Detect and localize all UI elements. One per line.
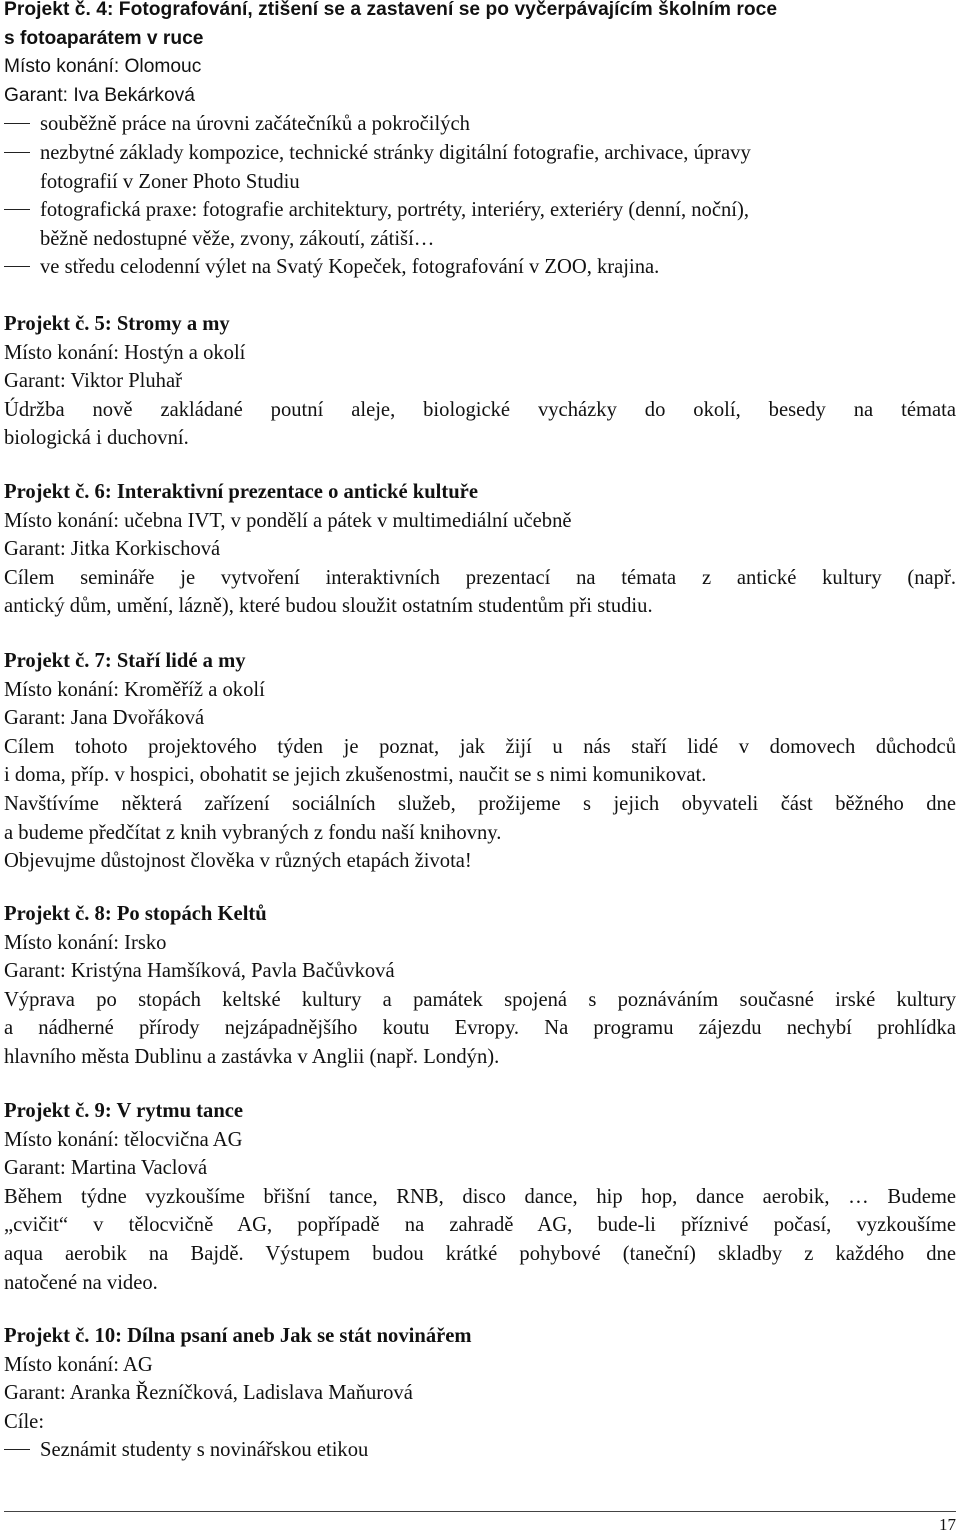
project-9-garant: Garant: Martina Vaclová <box>4 1157 208 1180</box>
project-5 <box>4 310 956 453</box>
project-10-place: Místo konání: AG <box>4 1353 153 1376</box>
project-10 <box>4 1322 956 1465</box>
project-8-place: Místo konání: Irsko <box>4 931 167 954</box>
project-5-text-cont: biologická i duchovní. <box>4 427 189 450</box>
list-item-text: souběžně práce na úrovni začátečníků a pokročilých <box>40 113 470 136</box>
project-6-place: Místo konání: učebna IVT, v pondělí a pátek v multimediální učebně <box>4 509 572 532</box>
project-7-text-2-cont: a budeme předčítat z knih vybraných z fondu naší knihovny. <box>4 821 502 844</box>
project-4-title-cont: s fotoaparátem v ruce <box>4 27 204 49</box>
dash-bullet <box>4 152 30 153</box>
project-9-place: Místo konání: tělocvična AG <box>4 1128 243 1151</box>
project-5-title: Projekt č. 5: Stromy a my <box>4 313 230 335</box>
project-6 <box>4 478 956 621</box>
project-9 <box>4 1097 956 1297</box>
project-7-text-cont: i doma, příp. v hospici, obohatit se jejich zkušenostmi, naučit se s nimi komunikovat. <box>4 764 707 787</box>
project-10-garant: Garant: Aranka Řezníčková, Ladislava Maňurová <box>4 1382 413 1405</box>
dash-bullet <box>4 266 30 267</box>
list-item <box>4 1436 956 1465</box>
project-7 <box>4 647 956 876</box>
project-6-garant: Garant: Jitka Korkischová <box>4 538 221 561</box>
list-item <box>4 196 956 253</box>
project-9-text-cont-3: natočené na video. <box>4 1271 158 1294</box>
page-number: 17 <box>939 1515 956 1534</box>
project-8-text: Výprava po stopách keltské kultury a památek spojená s poznáváním současné irské kultury <box>4 988 956 1011</box>
list-item <box>4 110 956 139</box>
project-4-garant: Garant: Iva Bekárková <box>4 84 195 106</box>
project-7-place: Místo konání: Kroměříž a okolí <box>4 678 265 701</box>
dash-bullet <box>4 123 30 124</box>
project-4 <box>4 0 956 282</box>
project-6-text: Cílem semináře je vytvoření interaktivních prezentací na témata z antické kultury (např. <box>4 566 956 589</box>
dash-bullet <box>4 209 30 210</box>
list-item-text-cont: fotografií v Zoner Photo Studiu <box>40 170 300 193</box>
project-7-title: Projekt č. 7: Staří lidé a my <box>4 650 246 672</box>
project-8-title: Projekt č. 8: Po stopách Keltů <box>4 903 267 925</box>
list-item-text: fotografická praxe: fotografie architektury, portréty, interiéry, exteriéry (denní, noční), <box>40 199 750 222</box>
project-4-title: Projekt č. 4: Fotografování, ztišení se a zastavení se po vyčerpávajícím školním roce <box>4 0 778 20</box>
list-item <box>4 253 956 282</box>
project-5-garant: Garant: Viktor Pluhař <box>4 370 182 393</box>
project-10-goals-label: Cíle: <box>4 1410 45 1433</box>
project-9-text-cont: „cvičit“ v tělocvičně AG, popřípadě na zahradě AG, bude-li příznivé počasí, vyzkoušíme <box>4 1214 956 1237</box>
project-7-text-2: Navštívíme některá zařízení sociálních služeb, prožijeme s jejich obyvateli část běžného dne <box>4 792 956 815</box>
project-7-garant: Garant: Jana Dvořáková <box>4 707 205 730</box>
project-6-title: Projekt č. 6: Interaktivní prezentace o antické kultuře <box>4 481 478 503</box>
project-4-place: Místo konání: Olomouc <box>4 56 202 78</box>
dash-bullet <box>4 1449 30 1450</box>
project-5-place: Místo konání: Hostýn a okolí <box>4 341 246 364</box>
list-item-text: nezbytné základy kompozice, technické stránky digitální fotografie, archivace, úpravy <box>40 141 751 164</box>
project-5-text: Údržba nově zakládané poutní aleje, biologické vycházky do okolí, besedy na témata <box>4 398 956 421</box>
project-10-title: Projekt č. 10: Dílna psaní aneb Jak se stát novinářem <box>4 1325 472 1347</box>
list-item <box>4 139 956 196</box>
project-7-motto: Objevujme důstojnost člověka v různých etapách života! <box>4 850 472 873</box>
project-8 <box>4 900 956 1072</box>
project-6-text-cont: antický dům, umění, lázně), které budou sloužit ostatním studentům při studiu. <box>4 595 653 618</box>
project-7-text: Cílem tohoto projektového týden je poznat, jak žijí u nás staří lidé v domovech důchodců <box>4 735 956 758</box>
project-8-garant: Garant: Kristýna Hamšíková, Pavla Bačůvková <box>4 960 395 983</box>
project-9-title: Projekt č. 9: V rytmu tance <box>4 1100 244 1122</box>
project-9-text-cont-2: aqua aerobik na Bajdě. Výstupem budou krátké pohybové (taneční) skladby z každého dne <box>4 1242 956 1265</box>
list-item-text: Seznámit studenty s novinářskou etikou <box>40 1439 369 1462</box>
project-9-text: Během týdne vyzkoušíme břišní tance, RNB, disco dance, hip hop, dance aerobik, … Budeme <box>4 1185 956 1208</box>
footer-divider <box>4 1511 956 1512</box>
project-8-text-cont: a nádherné přírody nejzápadnějšího koutu Evropy. Na programu zájezdu nechybí prohlídka <box>4 1017 956 1040</box>
project-8-text-cont-2: hlavního města Dublinu a zastávka v Anglii (např. Londýn). <box>4 1045 500 1068</box>
list-item-text: ve středu celodenní výlet na Svatý Kopeček, fotografování v ZOO, krajina. <box>40 256 660 279</box>
list-item-text-cont: běžně nedostupné věže, zvony, zákoutí, zátiší… <box>40 227 435 250</box>
